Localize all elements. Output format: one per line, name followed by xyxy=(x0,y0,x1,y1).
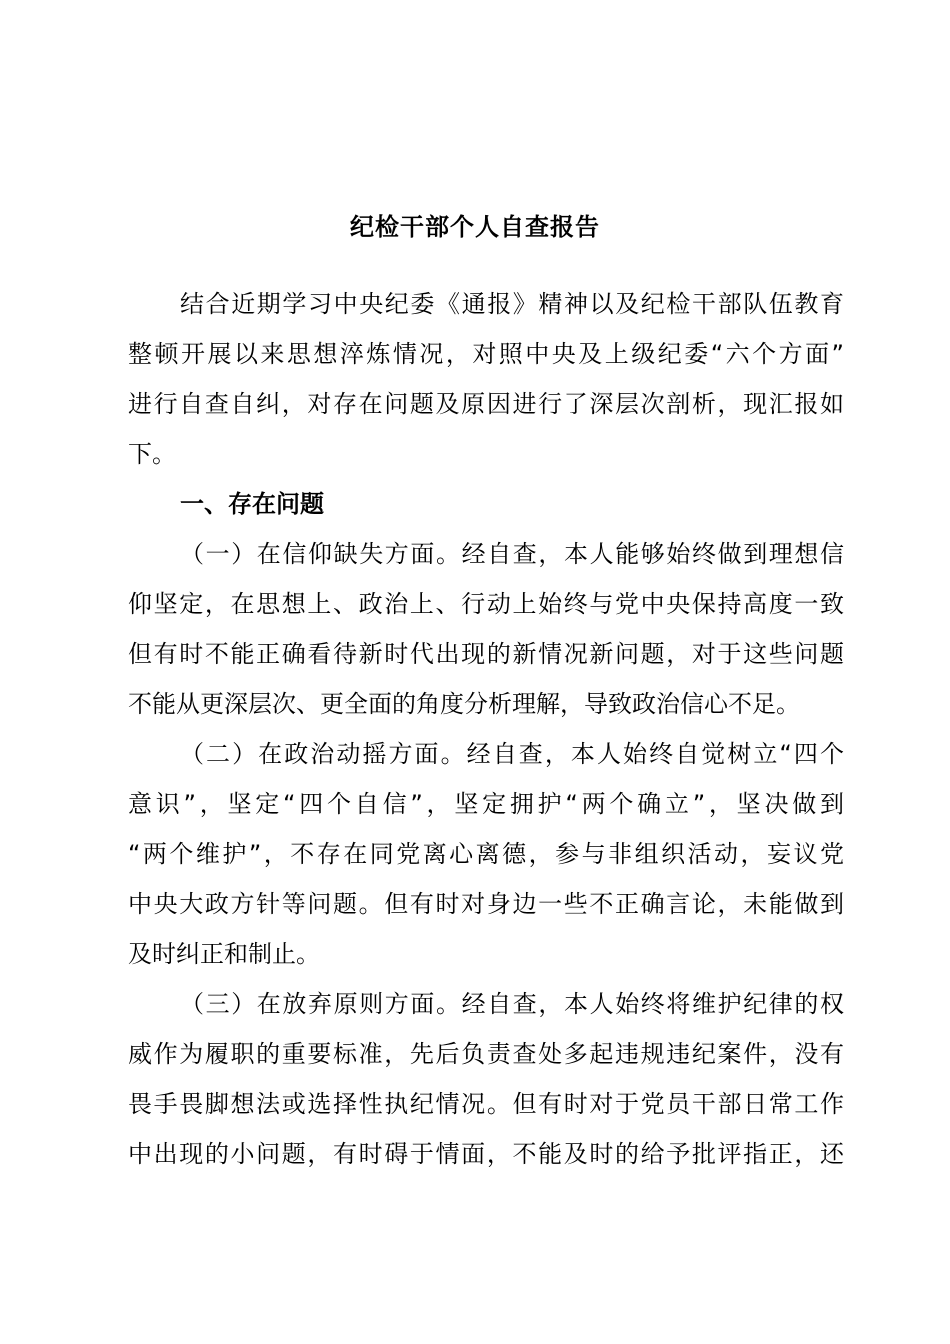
document-title: 纪检干部个人自查报告 xyxy=(350,213,600,241)
item-two-line: （二）在政治动摇方面。经自查，本人始终自觉树立“四个 xyxy=(180,740,844,768)
item-two-paragraph xyxy=(128,729,844,979)
item-two-line: 中央大政方针等问题。但有时对身边一些不正确言论，未能做到 xyxy=(128,890,844,918)
item-one-paragraph xyxy=(128,529,844,729)
item-two-line: “两个维护”，不存在同党离心离德，参与非组织活动，妄议党 xyxy=(128,840,844,868)
item-three-line: 中出现的小问题，有时碍于情面，不能及时的给予批评指正，还 xyxy=(128,1140,844,1168)
item-three-line: 威作为履职的重要标准，先后负责查处多起违规违纪案件，没有 xyxy=(128,1040,844,1068)
item-three-paragraph xyxy=(128,979,844,1179)
item-one-line: 不能从更深层次、更全面的角度分析理解，导致政治信心不足。 xyxy=(128,690,800,718)
intro-line: 下。 xyxy=(128,440,176,468)
intro-line: 进行自查自纠，对存在问题及原因进行了深层次剖析，现汇报如 xyxy=(128,390,844,418)
item-three-line: （三）在放弃原则方面。经自查，本人始终将维护纪律的权 xyxy=(180,990,844,1018)
intro-line: 整顿开展以来思想淬炼情况，对照中央及上级纪委“六个方面” xyxy=(128,340,844,368)
item-two-line: 及时纠正和制止。 xyxy=(128,940,320,968)
item-one-line: 仰坚定，在思想上、政治上、行动上始终与党中央保持高度一致 xyxy=(128,590,844,618)
item-one-line: 但有时不能正确看待新时代出现的新情况新问题，对于这些问题 xyxy=(128,640,844,668)
item-three-line: 畏手畏脚想法或选择性执纪情况。但有时对于党员干部日常工作 xyxy=(128,1090,844,1118)
intro-line: 结合近期学习中央纪委《通报》精神以及纪检干部队伍教育 xyxy=(180,290,844,318)
item-one-line: （一）在信仰缺失方面。经自查，本人能够始终做到理想信 xyxy=(180,540,844,568)
section-heading-paragraph xyxy=(128,479,844,529)
intro-paragraph xyxy=(128,279,844,479)
item-two-line: 意识”，坚定“四个自信”，坚定拥护“两个确立”，坚决做到 xyxy=(128,790,844,818)
section-heading: 一、存在问题 xyxy=(180,490,324,518)
